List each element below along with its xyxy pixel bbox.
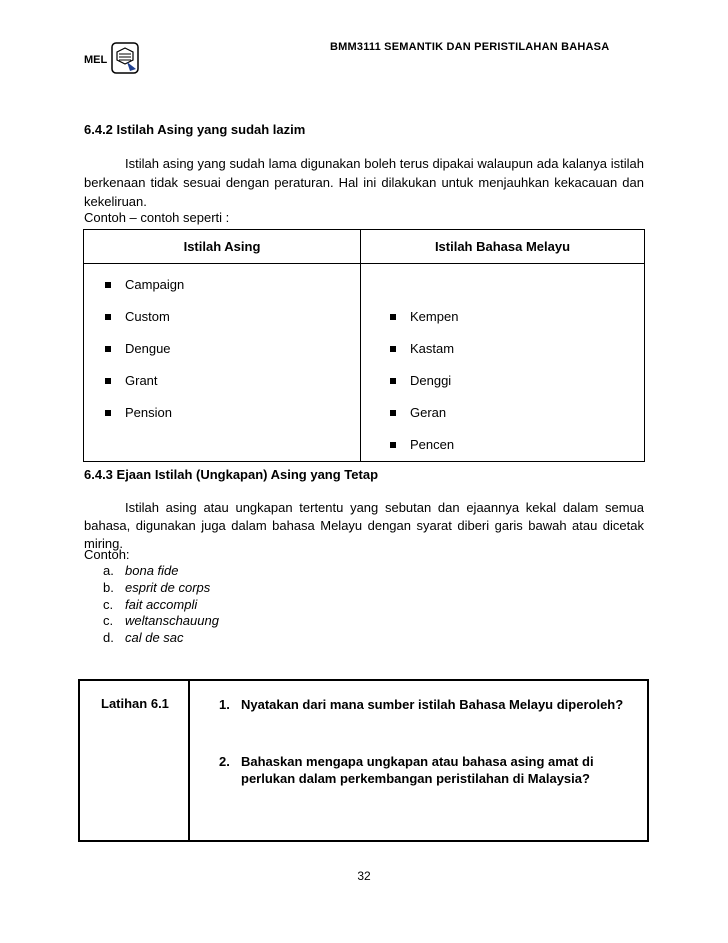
- course-title: BMM3111 SEMANTIK DAN PERISTILAHAN BAHASA: [330, 41, 610, 53]
- foreign-term-cell: [84, 264, 361, 462]
- section-heading-6-4-2: 6.4.2 Istilah Asing yang sudah lazim: [84, 122, 306, 137]
- bullet-icon: [105, 282, 111, 288]
- bullet-icon: [390, 442, 396, 448]
- list-item: Campaign: [105, 269, 360, 301]
- bullet-icon: [105, 346, 111, 352]
- bullet-icon: [390, 346, 396, 352]
- list-item: Custom: [105, 301, 360, 333]
- list-item: Dengue: [105, 333, 360, 365]
- list-item: Pension: [105, 397, 360, 429]
- institution-logo-icon: [111, 42, 139, 74]
- table-header-malay-term: Istilah Bahasa Melayu: [361, 230, 645, 264]
- list-item: Pencen: [390, 429, 644, 461]
- list-item: Geran: [390, 397, 644, 429]
- list-item: c. weltanschauung: [103, 613, 219, 629]
- section-paragraph-6-4-2: Istilah asing yang sudah lama digunakan boleh terus dipakai walaupun ada kalanya istilah berkenaan tidak sesuai dengan peraturan. Hal ini dilakukan untuk menjauhkan kekacauan dan kekeliruan.: [84, 156, 644, 209]
- exercise-question-1: 1. Nyatakan dari mana sumber istilah Bahasa Melayu diperoleh?: [219, 697, 624, 712]
- bullet-icon: [390, 378, 396, 384]
- bullet-icon: [390, 314, 396, 320]
- section-paragraph-6-4-3: Istilah asing atau ungkapan tertentu yang sebutan dan ejaannya kekal dalam semua bahasa, digunakan juga dalam bahasa Melayu dengan syarat diberi garis bawah atau dicetak miring.: [84, 500, 644, 551]
- list-item: d. cal de sac: [103, 630, 184, 646]
- list-item: Grant: [105, 365, 360, 397]
- bullet-icon: [105, 410, 111, 416]
- bullet-icon: [105, 314, 111, 320]
- bullet-icon: [105, 378, 111, 384]
- exercise-question-2: 2. Bahaskan mengapa ungkapan atau bahasa asing amat di perlukan dalam perkembangan peristilahan di Malaysia?: [219, 754, 594, 786]
- list-item: Kempen: [390, 301, 644, 333]
- list-item: Denggi: [390, 365, 644, 397]
- example-list: [103, 563, 219, 647]
- section-heading-6-4-3: 6.4.3 Ejaan Istilah (Ungkapan) Asing yang Tetap: [84, 467, 379, 482]
- example-label: Contoh:: [84, 547, 130, 562]
- bullet-icon: [390, 410, 396, 416]
- exercise-box-divider: [188, 679, 190, 842]
- table-header-foreign-term: Istilah Asing: [84, 230, 361, 264]
- exercise-label: Latihan 6.1: [101, 696, 169, 711]
- list-item: b. esprit de corps: [103, 579, 211, 595]
- page-number: 32: [357, 869, 371, 883]
- header-abbreviation: MEL: [84, 54, 108, 66]
- terms-table: [83, 229, 645, 462]
- malay-term-cell: [361, 264, 645, 462]
- list-item: a. bona fide: [103, 563, 179, 578]
- list-item: Kastam: [390, 333, 644, 365]
- example-intro: Contoh – contoh seperti :: [84, 210, 230, 225]
- list-item: c. fait accompli: [103, 596, 198, 612]
